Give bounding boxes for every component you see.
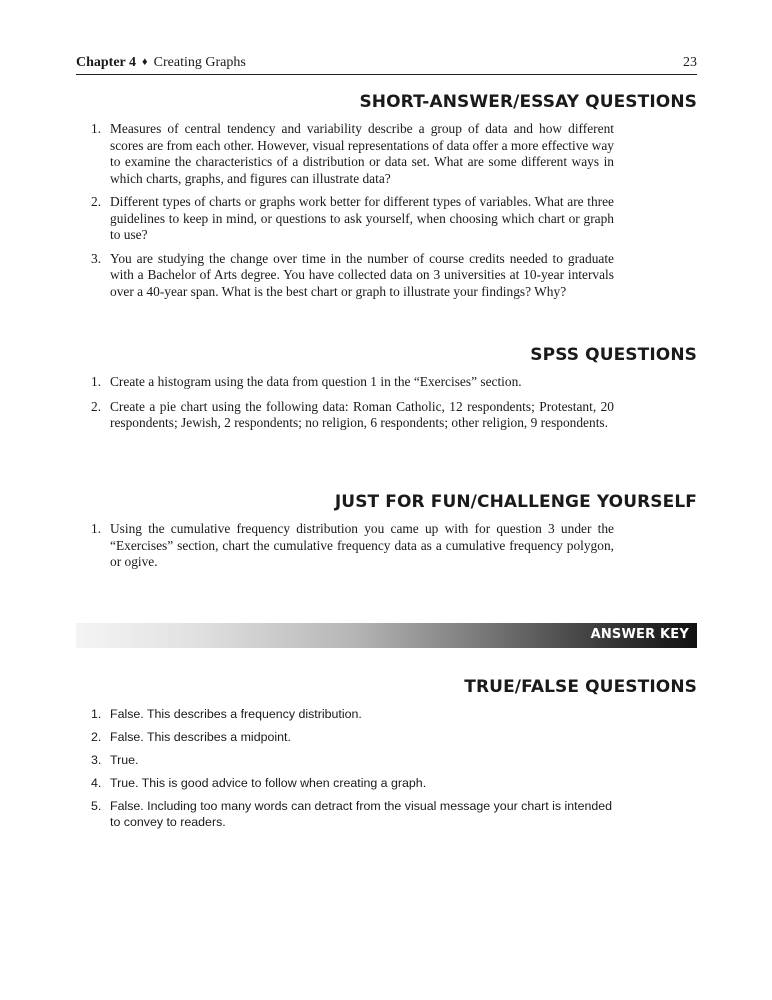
item-text: False. Including too many words can detract from the visual message your chart is intended to convey to readers. <box>110 799 613 829</box>
item-number: 1. <box>91 707 102 721</box>
item-text: True. <box>110 753 139 767</box>
item-text: Measures of central tendency and variability describe a group of data and how different scores are from each other. However, visual representations of data offer a more effective way to examine the characteristics of a distribution or data set. What are some different ways in which charts, graphs, and figures can illustrate data? <box>110 121 614 186</box>
page-number: 23 <box>683 55 697 70</box>
item-number: 1. <box>91 521 102 536</box>
item-text: False. This describes a frequency distribution. <box>110 707 362 721</box>
answer-key-label: ANSWER KEY <box>590 627 689 642</box>
list-item <box>76 374 614 391</box>
short-answer-title: SHORT-ANSWER/ESSAY QUESTIONS <box>359 92 697 112</box>
list-item <box>76 521 614 571</box>
list-item <box>76 121 614 187</box>
item-number: 5. <box>91 799 102 813</box>
true-false-title: TRUE/FALSE QUESTIONS <box>464 677 697 697</box>
challenge-title: JUST FOR FUN/CHALLENGE YOURSELF <box>334 492 697 512</box>
list-item <box>76 729 616 745</box>
spss-title: SPSS QUESTIONS <box>530 345 697 365</box>
short-answer-list <box>76 121 614 300</box>
challenge-list <box>76 521 614 571</box>
chapter-label <box>76 55 246 71</box>
true-false-answers <box>76 706 616 837</box>
item-text: Create a pie chart using the following data: Roman Catholic, 12 respondents; Protestant, 20 respondents; Jewish, 2 respondents; no religion, 6 respondents; other religion, 9 respondents. <box>110 398 614 430</box>
item-text: Different types of charts or graphs work better for different types of variables. What are three guidelines to keep in mind, or questions to ask yourself, when choosing which chart or graph to use? <box>110 194 614 242</box>
list-item <box>76 399 614 432</box>
item-number: 2. <box>91 194 102 209</box>
item-number: 2. <box>91 398 102 414</box>
list-item <box>76 706 616 722</box>
chapter-title: Creating Graphs <box>153 55 246 70</box>
item-number: 1. <box>91 121 102 136</box>
item-number: 3. <box>91 250 102 266</box>
list-item <box>76 251 614 301</box>
item-text: True. This is good advice to follow when creating a graph. <box>110 776 427 790</box>
item-number: 3. <box>91 753 102 767</box>
diamond-separator: ♦ <box>142 56 148 68</box>
item-text: False. This describes a midpoint. <box>110 730 291 744</box>
running-header <box>76 53 697 75</box>
answer-key-banner <box>76 623 697 648</box>
list-item <box>76 752 616 768</box>
list-item <box>76 775 616 791</box>
chapter-number: Chapter 4 <box>76 55 137 70</box>
item-text: Using the cumulative frequency distribution you came up with for question 3 under the “Exercises” section, chart the cumulative frequency data as a cumulative frequency polygon, or ogive. <box>110 521 614 569</box>
item-number: 1. <box>91 374 102 389</box>
item-number: 2. <box>91 730 102 744</box>
list-item <box>76 194 614 244</box>
item-number: 4. <box>91 776 102 790</box>
spss-list <box>76 374 614 432</box>
list-item <box>76 798 616 830</box>
item-text: Create a histogram using the data from question 1 in the “Exercises” section. <box>110 374 522 389</box>
item-text: You are studying the change over time in the number of course credits needed to graduate with a Bachelor of Arts degree. You have collected data on 3 universities at 10-year intervals over a 40-year span. What is the best chart or graph to illustrate your findings? Why? <box>110 250 614 299</box>
